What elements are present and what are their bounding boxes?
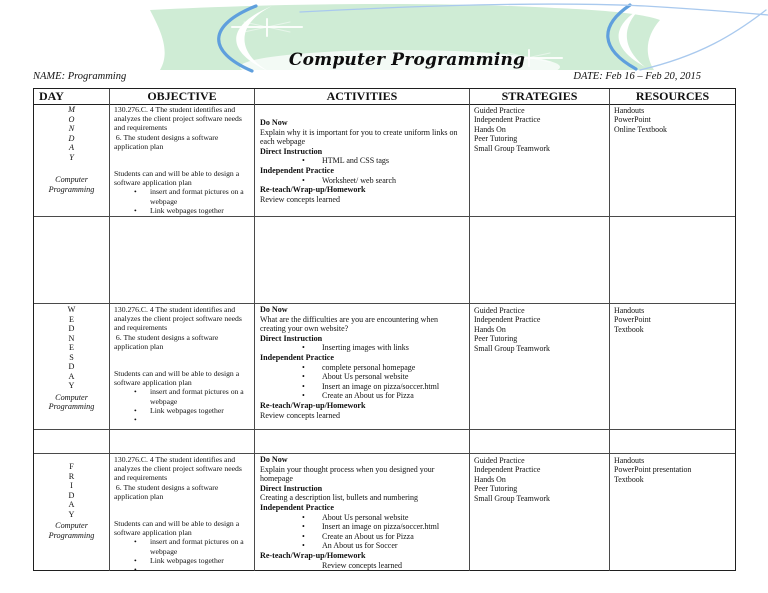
meta-row: [33, 71, 701, 82]
empty-cell: [470, 209, 610, 304]
day-letter: E: [68, 314, 74, 324]
day-letter: D: [68, 362, 75, 371]
resource-item: PowerPoint: [614, 315, 651, 325]
activity-line: • Insert an image on pizza/soccer.html: [302, 522, 464, 532]
objective-line: Students can and will be able to design a software application plan: [114, 369, 242, 388]
lesson-table: [33, 88, 736, 571]
activity-line: Independent Practice: [260, 165, 334, 175]
activity-line: Do Now: [260, 455, 288, 464]
column-header-activities: ACTIVITIES: [255, 89, 470, 105]
day-letter: N: [68, 333, 75, 343]
activity-line: Review concepts learned: [260, 194, 340, 204]
day-letter: D: [68, 324, 75, 333]
activity-line: • Insert an image on pizza/soccer.html: [302, 382, 464, 392]
activity-line: Independent Practice: [260, 502, 334, 512]
objective-line: 6. The student designs a software application plan: [114, 132, 221, 151]
day-letters: [38, 105, 105, 162]
activity-line: Re-teach/Wrap-up/Homework: [260, 400, 366, 410]
strategy-item: Small Group Teamwork: [474, 493, 551, 503]
resource-item: Textbook: [614, 324, 644, 334]
date-label: DATE: Feb 16 – Feb 20, 2015: [573, 71, 701, 82]
day-letter: N: [68, 124, 75, 133]
empty-cell: [34, 430, 110, 454]
name-label: NAME: Programming: [33, 71, 127, 82]
strategy-item: Small Group Teamwork: [474, 143, 551, 153]
objective-cell: [110, 104, 255, 217]
resource-item: PowerPoint: [614, 115, 651, 125]
strategy-item: Hands On: [474, 124, 506, 134]
strategies-cell: [470, 104, 610, 217]
empty-cell: [610, 209, 735, 304]
activity-line: Direct Instruction: [260, 483, 323, 493]
strategy-item: Guided Practice: [474, 456, 525, 465]
activity-line: • About Us personal website: [302, 513, 464, 523]
column-header-resources: RESOURCES: [610, 89, 735, 105]
objective-line: • insert and format pictures on a webpage: [134, 537, 250, 555]
day-letter: Y: [68, 381, 75, 390]
day-letter: R: [68, 471, 75, 481]
activity-line: • Inserting images with links: [302, 343, 464, 353]
course-name: Computer Programming: [48, 521, 95, 540]
objective-line: • Link webpages together: [134, 556, 250, 565]
column-header-strategies: STRATEGIES: [470, 89, 610, 105]
strategy-item: Small Group Teamwork: [474, 343, 551, 353]
activity-line: Creating a description list, bullets and numbering: [260, 493, 418, 503]
table-row-empty-1: [34, 209, 735, 304]
day-letter: Y: [69, 152, 74, 162]
resources-cell: [610, 454, 735, 571]
day-cell: [34, 304, 110, 430]
column-header-objective: OBJECTIVE: [110, 89, 255, 105]
empty-cell: [110, 430, 255, 454]
resource-item: Textbook: [614, 474, 644, 484]
activities-cell: [255, 104, 470, 217]
day-letter: I: [70, 481, 73, 490]
objective-line: 6. The student designs a software application plan: [114, 482, 221, 501]
table-row-friday: [34, 454, 735, 570]
day-letters: [38, 305, 105, 391]
day-letter: D: [68, 490, 75, 500]
strategy-item: Independent Practice: [474, 315, 541, 325]
objective-line: 6. The student designs a software application plan: [114, 332, 221, 351]
empty-cell: [610, 430, 735, 454]
resource-item: Handouts: [614, 456, 645, 465]
activity-line: • Create an About us for Pizza: [302, 532, 464, 542]
activity-line: Review concepts learned: [322, 560, 402, 570]
objective-line: • Link webpages together: [134, 406, 250, 415]
objective-line: • insert and format pictures on a webpage: [134, 187, 250, 205]
activity-line: • complete personal homepage: [302, 363, 464, 373]
activity-line: • HTML and CSS tags: [302, 156, 464, 166]
activity-line: Re-teach/Wrap-up/Homework: [260, 550, 366, 560]
strategy-item: Hands On: [474, 324, 506, 334]
objective-line: 130.276.C. 4 The student identifies and analyzes the client project software needs and requirements: [114, 105, 244, 133]
page-title: Computer Programming: [288, 50, 526, 70]
strategies-cell: [470, 454, 610, 571]
objective-line: Students can and will be able to design a software application plan: [114, 169, 242, 188]
empty-cell: [110, 209, 255, 304]
activity-line: Explain your thought process when you designed your homepage: [260, 464, 437, 484]
strategies-cell: [470, 304, 610, 430]
strategy-item: Independent Practice: [474, 465, 541, 475]
objective-line: 130.276.C. 4 The student identifies and analyzes the client project software needs and requirements: [114, 305, 244, 333]
course-name: Computer Programming: [48, 175, 95, 194]
day-letters: [38, 462, 105, 519]
day-letter: A: [68, 500, 75, 509]
column-header-day: DAY: [34, 89, 110, 105]
activity-line: Direct Instruction: [260, 333, 323, 343]
activity-line: Do Now: [260, 305, 288, 314]
table-header-row: [34, 89, 735, 104]
objective-cell: [110, 454, 255, 571]
day-letter: Y: [68, 509, 75, 519]
activity-line: Direct Instruction: [260, 146, 323, 156]
resource-item: PowerPoint presentation: [614, 465, 692, 475]
strategy-item: Peer Tutoring: [474, 134, 518, 144]
objective-cell: [110, 304, 255, 430]
day-letter: E: [68, 343, 74, 352]
day-cell: [34, 104, 110, 217]
strategy-item: Hands On: [474, 474, 506, 484]
strategy-item: Guided Practice: [474, 306, 525, 315]
objective-line: [114, 351, 250, 369]
activities-cell: [255, 454, 470, 571]
strategy-item: Peer Tutoring: [474, 334, 518, 344]
resource-item: Handouts: [614, 306, 645, 315]
day-letter: W: [67, 305, 76, 314]
activities-cell: [255, 304, 470, 430]
resources-cell: [610, 104, 735, 217]
day-letter: D: [68, 133, 75, 143]
objective-line: [114, 151, 250, 169]
day-letter: A: [68, 143, 74, 152]
empty-cell: [255, 209, 470, 304]
activity-line: Independent Practice: [260, 352, 334, 362]
activity-line: Review concepts learned: [260, 410, 340, 420]
resource-item: Handouts: [614, 106, 645, 115]
table-row-empty-2: [34, 430, 735, 454]
objective-line: Students can and will be able to design a software application plan: [114, 519, 242, 538]
day-letter: S: [69, 352, 74, 362]
course-name: Computer Programming: [48, 392, 95, 411]
resource-item: Online Textbook: [614, 124, 667, 134]
day-letter: O: [68, 114, 75, 124]
objective-line: • insert and format pictures on a webpage: [134, 387, 250, 405]
empty-cell: [34, 209, 110, 304]
day-cell: [34, 454, 110, 571]
activity-line: Do Now: [260, 118, 288, 127]
activity-line: Re-teach/Wrap-up/Homework: [260, 185, 366, 195]
table-row-monday: [34, 104, 735, 215]
objective-line: 130.276.C. 4 The student identifies and analyzes the client project software needs and requirements: [114, 455, 244, 483]
day-letter: A: [68, 371, 75, 381]
activity-line: • Create an About us for Pizza: [302, 391, 464, 401]
activity-line: • About Us personal website: [302, 372, 464, 382]
activity-line: What are the difficulties are you are encountering when creating your own website?: [260, 314, 440, 334]
objective-line: [114, 501, 250, 519]
resources-cell: [610, 304, 735, 430]
objective-line: • Link webpages together: [134, 206, 250, 215]
activity-line: • Worksheet/ web search: [302, 176, 464, 186]
empty-cell: [255, 430, 470, 454]
day-letter: M: [68, 105, 75, 114]
table-row-wednesday: [34, 304, 735, 430]
strategy-item: Guided Practice: [474, 106, 525, 115]
empty-cell: [470, 430, 610, 454]
strategy-item: Independent Practice: [474, 115, 541, 125]
activity-line: • An About us for Soccer: [302, 541, 464, 551]
day-letter: F: [69, 462, 74, 471]
strategy-item: Peer Tutoring: [474, 484, 518, 494]
activity-line: Explain why it is important for you to create uniform links on each webpage: [260, 127, 460, 147]
